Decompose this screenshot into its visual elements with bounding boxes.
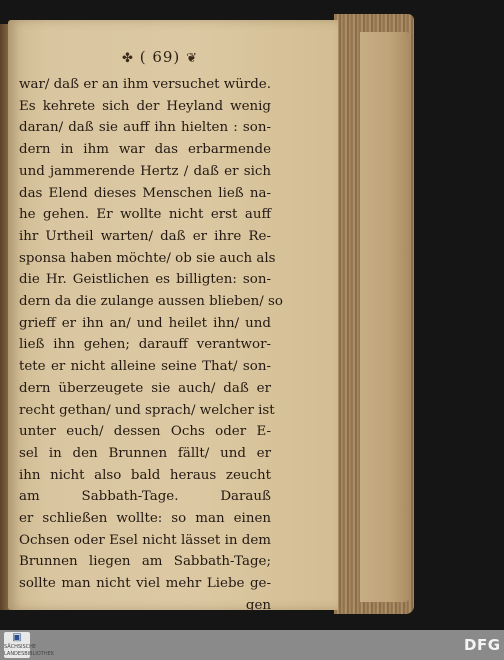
text-line: dern überzeugete sie auch/ daß er: [19, 380, 271, 396]
text-line: sel in den Brunnen fällt/ und er: [19, 445, 271, 461]
body-text: [19, 74, 283, 617]
viewer-footer-bar: [0, 630, 504, 660]
text-line: dern in ihm war das erbarmende: [19, 142, 271, 158]
text-line: ihr Urtheil warten/ daß er ihre Re-: [19, 228, 271, 244]
ornament-left-icon: ✤: [122, 51, 134, 66]
text-line: recht gethan/ und sprach/ welcher ist: [19, 402, 275, 418]
page-number: ( 69): [139, 48, 181, 66]
text-line: er schließen wollte: so man einen: [19, 511, 271, 527]
text-line: ließ ihn gehen; darauff verantwor-: [19, 337, 271, 353]
text-line: und jammerende Hertz / daß er sich: [19, 163, 271, 179]
text-line: war/ daß er an ihm versuchet würde.: [19, 77, 271, 92]
text-line: Es kehrete sich der Heyland wenig: [19, 98, 271, 114]
page-header: [60, 48, 260, 66]
text-line: sponsa haben möchte/ ob sie auch als: [19, 250, 276, 266]
library-logo-text: SÄCHSISCHE LANDESBIBLIOTHEK: [4, 644, 55, 657]
text-line: ihn nicht also bald heraus zeucht: [19, 467, 271, 483]
text-line: dern da die zulange aussen blieben/ so: [19, 294, 283, 310]
text-line: daran/ daß sie auff ihn hielten : son-: [19, 120, 271, 136]
library-logo-icon[interactable]: ▣ SÄCHSISCHE LANDESBIBLIOTHEK: [4, 632, 55, 657]
text-line: unter euch/ dessen Ochs oder E-: [19, 424, 271, 440]
text-line: die Hr. Geistlichen es billigten: son-: [19, 272, 271, 288]
text-line: Ochsen oder Esel nicht lässet in dem: [19, 532, 271, 548]
text-line: sollte man nicht viel mehr Liebe ge-: [19, 576, 271, 592]
dfg-logo[interactable]: DFG: [464, 636, 501, 654]
text-line: he gehen. Er wollte nicht erst auff: [19, 207, 271, 223]
text-line: Brunnen liegen am Sabbath-Tage;: [19, 554, 271, 570]
text-line: das Elend dieses Menschen ließ na-: [19, 185, 271, 201]
page-edges-inner: [360, 32, 410, 602]
ornament-right-icon: ❦: [186, 51, 198, 66]
text-line: am Sabbath-Tage. Darauß: [19, 489, 271, 505]
text-line: gen: [245, 597, 271, 613]
text-line: grieff er ihn an/ und heilet ihn/ und: [19, 315, 271, 331]
text-line: tete er nicht alleine seine That/ son-: [19, 359, 271, 375]
